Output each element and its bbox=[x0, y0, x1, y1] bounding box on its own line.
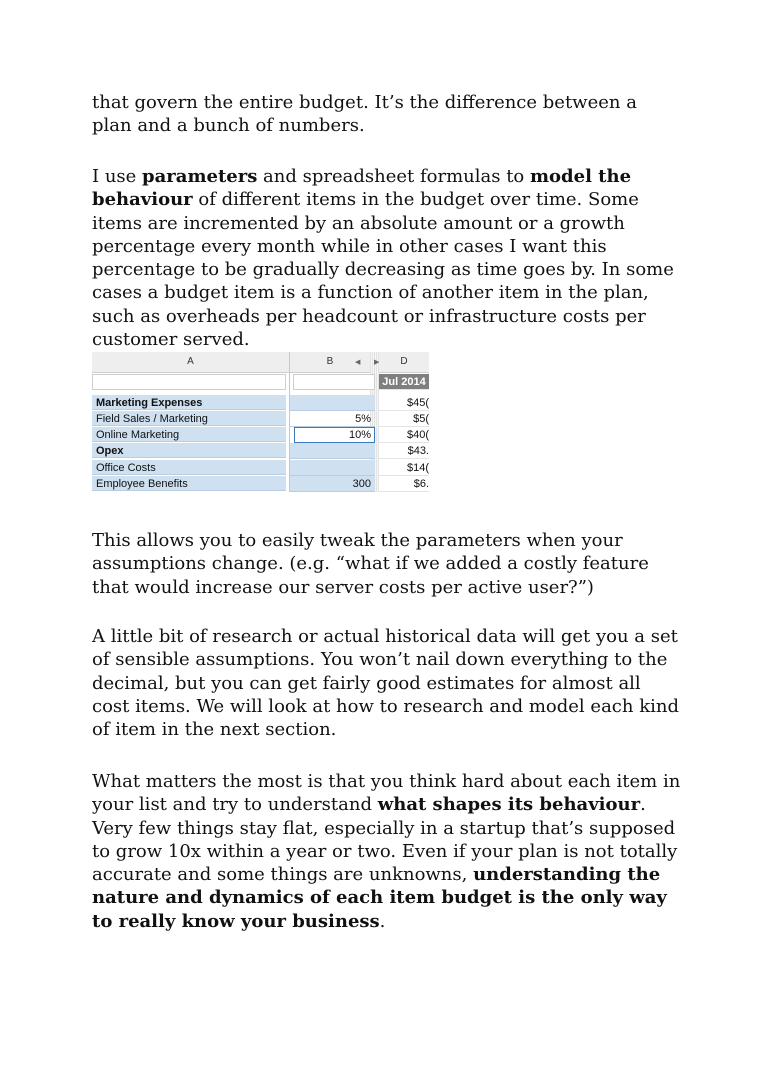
row-value: $45( bbox=[379, 395, 429, 411]
text-run: of different items in the budget over time. Some items are incremented by an absolute amount or a growth percentage every month while in other cases I want this percentage to be gradually decreasing as time goes by. In some cases a budget item is a function of another item in the plan, such as overheads per headcount or infrastructure costs per customer served. bbox=[92, 189, 674, 351]
bold-model-behaviour: model the behaviour bbox=[92, 166, 632, 211]
row-label: Online Marketing bbox=[92, 427, 286, 442]
sheet-row bbox=[92, 411, 429, 427]
bold-understanding: understanding the nature and dynamics of each item budget is the only way to really know your business bbox=[92, 864, 667, 932]
row-label: Field Sales / Marketing bbox=[92, 411, 286, 426]
column-header-d: D bbox=[379, 352, 429, 373]
text-run: and spreadsheet formulas to bbox=[257, 166, 530, 187]
column-header-b: B bbox=[290, 352, 370, 373]
paragraph-what-matters bbox=[92, 770, 682, 933]
text-run: I use bbox=[92, 166, 143, 187]
row-value: $43. bbox=[379, 443, 429, 459]
text-run: . bbox=[379, 910, 386, 932]
paragraph-tweak-parameters: This allows you to easily tweak the parameters when your assumptions change. (e.g. “what if we added a costly feature that would increase our server costs per active user?”) bbox=[92, 530, 649, 598]
row-param: 300 bbox=[290, 476, 375, 492]
sheet-row bbox=[92, 443, 429, 459]
row-label: Marketing Expenses bbox=[92, 395, 286, 410]
sheet-header-row bbox=[92, 374, 429, 390]
row-param bbox=[290, 460, 375, 476]
blank-cell-a bbox=[92, 374, 286, 390]
sheet-row bbox=[92, 460, 429, 476]
row-value: $14( bbox=[379, 460, 429, 476]
column-header-a: A bbox=[92, 352, 289, 373]
row-value: $6. bbox=[379, 476, 429, 492]
bold-what-shapes: what shapes its behaviour bbox=[377, 794, 641, 816]
spreadsheet-image bbox=[92, 352, 429, 492]
text-run: What matters the most is that you think hard about each item in your list and try to understand bbox=[92, 771, 681, 816]
paragraph-budget-plan: that govern the entire budget. It’s the difference between a plan and a bunch of numbers. bbox=[92, 92, 637, 137]
row-label: Employee Benefits bbox=[92, 476, 286, 491]
expand-right-icon: ▶ bbox=[374, 359, 380, 366]
row-label: Opex bbox=[92, 443, 286, 458]
row-value: $5( bbox=[379, 411, 429, 427]
collapse-left-icon: ◀ bbox=[355, 359, 361, 366]
row-param bbox=[290, 395, 375, 411]
row-param: 5% bbox=[290, 411, 375, 427]
paragraph-research: A little bit of research or actual historical data will get you a set of sensible assumptions. You won’t nail down everything to the decimal, but you can get fairly good estimates for almost all cost items. We will look at how to research and model each kind of item in the next section. bbox=[92, 626, 679, 741]
paragraph-parameters bbox=[92, 165, 682, 351]
blank-cell-b bbox=[293, 374, 375, 390]
row-label: Office Costs bbox=[92, 460, 286, 475]
sheet-row bbox=[92, 395, 429, 411]
row-param-selected: 10% bbox=[294, 427, 375, 443]
row-param bbox=[290, 443, 375, 459]
sheet-row bbox=[92, 427, 429, 443]
text-run: . Very few things stay flat, especially in a startup that’s supposed to grow 10x within a year or two. Even if your plan is not totally accurate and some things are unknowns, bbox=[92, 794, 678, 886]
bold-parameters: parameters bbox=[142, 166, 258, 187]
row-value: $40( bbox=[379, 427, 429, 443]
sheet-row bbox=[92, 476, 429, 492]
month-header-cell: Jul 2014 bbox=[379, 374, 429, 390]
